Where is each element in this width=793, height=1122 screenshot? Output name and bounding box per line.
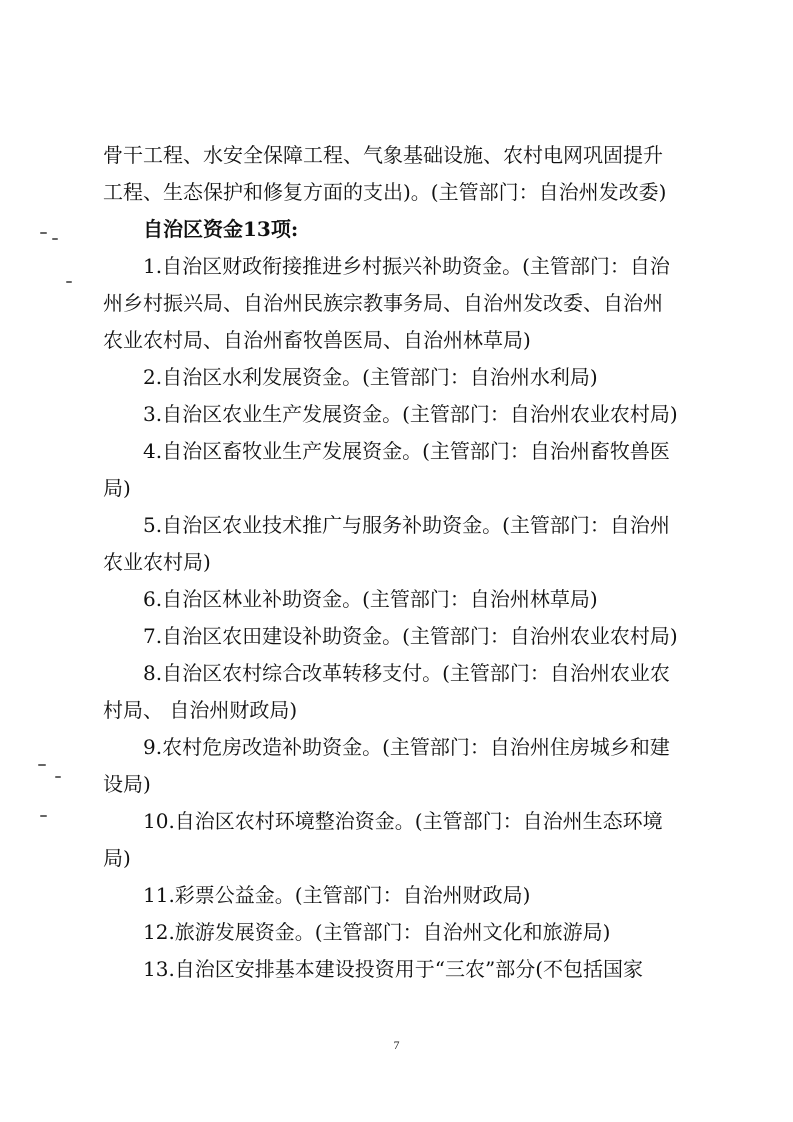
text-line: 11.彩票公益金。(主管部门：自治州财政局) <box>143 883 531 907</box>
list-item-2 <box>103 359 693 396</box>
text-line: 5.自治区农业技术推广与服务补助资金。(主管部门：自治州 <box>143 513 670 537</box>
section-heading <box>103 211 693 248</box>
page-number: 7 <box>393 1038 400 1052</box>
document-body <box>103 137 693 988</box>
scan-mark <box>66 281 72 283</box>
text-line: 骨干工程、水安全保障工程、气象基础设施、农村电网巩固提升 <box>103 143 663 167</box>
scan-mark <box>40 232 47 234</box>
text-line: 州乡村振兴局、自治州民族宗教事务局、自治州发改委、自治州 <box>103 291 663 315</box>
list-item-12 <box>103 914 693 951</box>
list-item-10 <box>103 803 693 877</box>
list-item-7 <box>103 618 693 655</box>
text-line: 局) <box>103 846 131 870</box>
list-item-6 <box>103 581 693 618</box>
text-line: 工程、生态保护和修复方面的支出)。(主管部门：自治州发改委) <box>103 180 667 204</box>
text-line: 8.自治区农村综合改革转移支付。(主管部门：自治州农业农 <box>143 661 670 685</box>
text-line: 12.旅游发展资金。(主管部门：自治州文化和旅游局) <box>143 920 611 944</box>
text-line: 2.自治区水利发展资金。(主管部门：自治州水利局) <box>143 365 598 389</box>
list-item-3 <box>103 396 693 433</box>
scan-mark <box>52 238 58 240</box>
text-line: 13.自治区安排基本建设投资用于“三农”部分(不包括国家 <box>143 957 644 981</box>
list-item-13 <box>103 951 693 988</box>
text-line: 10.自治区农村环境整治资金。(主管部门：自治州生态环境 <box>143 809 663 833</box>
heading-text: 自治区资金13项: <box>143 217 299 241</box>
text-line: 村局、 自治州财政局) <box>103 698 298 722</box>
text-line: 9.农村危房改造补助资金。(主管部门：自治州住房城乡和建 <box>143 735 670 759</box>
list-item-11 <box>103 877 693 914</box>
text-line: 农业农村局、自治州畜牧兽医局、自治州林草局) <box>103 328 531 352</box>
text-line: 1.自治区财政衔接推进乡村振兴补助资金。(主管部门：自治 <box>143 254 670 278</box>
scan-mark <box>55 776 61 778</box>
text-line: 3.自治区农业生产发展资金。(主管部门：自治州农业农村局) <box>143 402 678 426</box>
list-item-1 <box>103 248 693 359</box>
scan-mark <box>38 764 46 766</box>
text-line: 7.自治区农田建设补助资金。(主管部门：自治州农业农村局) <box>143 624 678 648</box>
paragraph-continuation <box>103 137 693 211</box>
list-item-4 <box>103 433 693 507</box>
list-item-5 <box>103 507 693 581</box>
list-item-8 <box>103 655 693 729</box>
scan-mark <box>40 815 47 817</box>
list-item-9 <box>103 729 693 803</box>
text-line: 农业农村局) <box>103 550 211 574</box>
text-line: 4.自治区畜牧业生产发展资金。(主管部门：自治州畜牧兽医 <box>143 439 670 463</box>
text-line: 6.自治区林业补助资金。(主管部门：自治州林草局) <box>143 587 598 611</box>
text-line: 设局) <box>103 772 151 796</box>
text-line: 局) <box>103 476 131 500</box>
